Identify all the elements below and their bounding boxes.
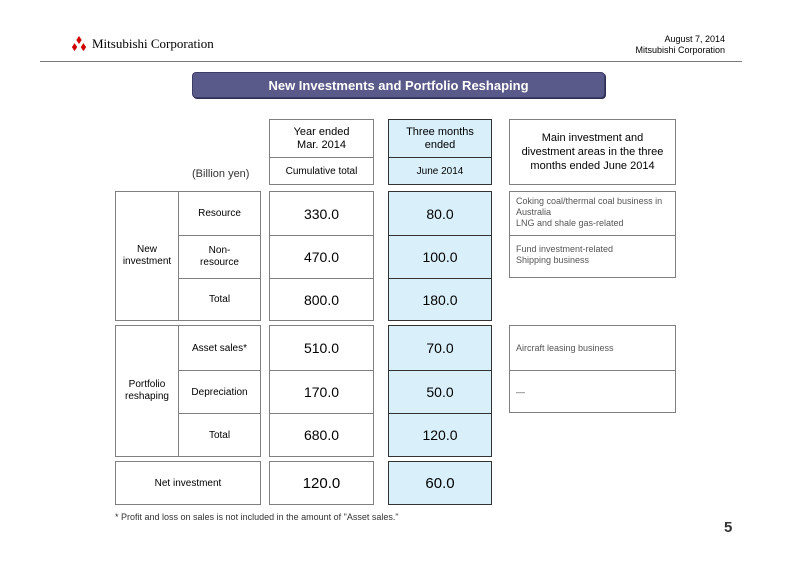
value-year-depreciation: 170.0 — [303, 384, 340, 400]
company-logo — [70, 34, 214, 54]
area-non-resource: Fund investment-related Shipping business — [516, 244, 614, 265]
portfolio-three-months-values — [388, 325, 492, 457]
net-investment-label: Net investment — [115, 461, 261, 505]
value-three-non-resource: 100.0 — [422, 249, 458, 265]
new-investment-label: New investment — [122, 244, 172, 267]
report-date: August 7, 2014 — [664, 34, 725, 44]
row-label-resource: Resource — [198, 208, 241, 219]
page-number: 5 — [724, 519, 733, 536]
value-year-asset-sales: 510.0 — [303, 340, 340, 356]
portfolio-areas — [509, 325, 676, 413]
company-logo-text: Mitsubishi Corporation — [92, 36, 214, 51]
year-subheader: Cumulative total — [285, 165, 358, 177]
new-investment-year-values — [269, 191, 374, 321]
header-divider — [40, 61, 742, 62]
slide-title: New Investments and Portfolio Reshaping — [192, 72, 605, 98]
row-label-asset-sales: Asset sales* — [191, 342, 248, 354]
header-info — [635, 34, 725, 56]
value-three-total-portfolio: 120.0 — [422, 427, 458, 443]
year-header-label: Year ended Mar. 2014 — [293, 125, 350, 151]
new-investment-label-block — [115, 191, 261, 321]
value-year-net: 120.0 — [269, 461, 374, 505]
year-column-header — [269, 119, 374, 185]
value-year-total-new: 800.0 — [303, 291, 340, 308]
row-label-total-new: Total — [208, 294, 231, 305]
value-three-total-new: 180.0 — [422, 291, 458, 308]
three-months-column-header — [388, 119, 492, 185]
area-resource: Coking coal/thermal coal business in Australia LNG and shale gas-related — [516, 196, 663, 228]
row-label-depreciation: Depreciation — [191, 386, 248, 398]
areas-column-header: Main investment and divestment areas in the three months ended June 2014 — [509, 119, 676, 185]
value-three-asset-sales: 70.0 — [426, 340, 454, 356]
portfolio-label-block — [115, 325, 261, 457]
area-asset-sales: Aircraft leasing business — [516, 343, 614, 353]
value-year-total-portfolio: 680.0 — [303, 427, 340, 443]
footnote: * Profit and loss on sales is not included in the amount of "Asset sales." — [115, 512, 399, 522]
value-three-depreciation: 50.0 — [426, 384, 454, 400]
portfolio-label: Portfolio reshaping — [125, 379, 169, 402]
area-depreciation: — — [516, 387, 525, 397]
value-three-resource: 80.0 — [426, 205, 454, 222]
three-months-header-label: Three months ended — [406, 125, 474, 151]
three-diamonds-icon — [70, 36, 88, 52]
row-label-non-resource: Non-resource — [200, 245, 239, 268]
unit-label: (Billion yen) — [192, 168, 250, 180]
header-company: Mitsubishi Corporation — [635, 45, 725, 55]
row-label-total-portfolio: Total — [208, 429, 231, 441]
portfolio-year-values — [269, 325, 374, 457]
value-three-net: 60.0 — [388, 461, 492, 505]
three-months-subheader: June 2014 — [416, 165, 464, 177]
new-investment-areas — [509, 191, 676, 278]
value-year-resource: 330.0 — [303, 205, 340, 222]
new-investment-three-months-values — [388, 191, 492, 321]
value-year-non-resource: 470.0 — [303, 249, 340, 265]
